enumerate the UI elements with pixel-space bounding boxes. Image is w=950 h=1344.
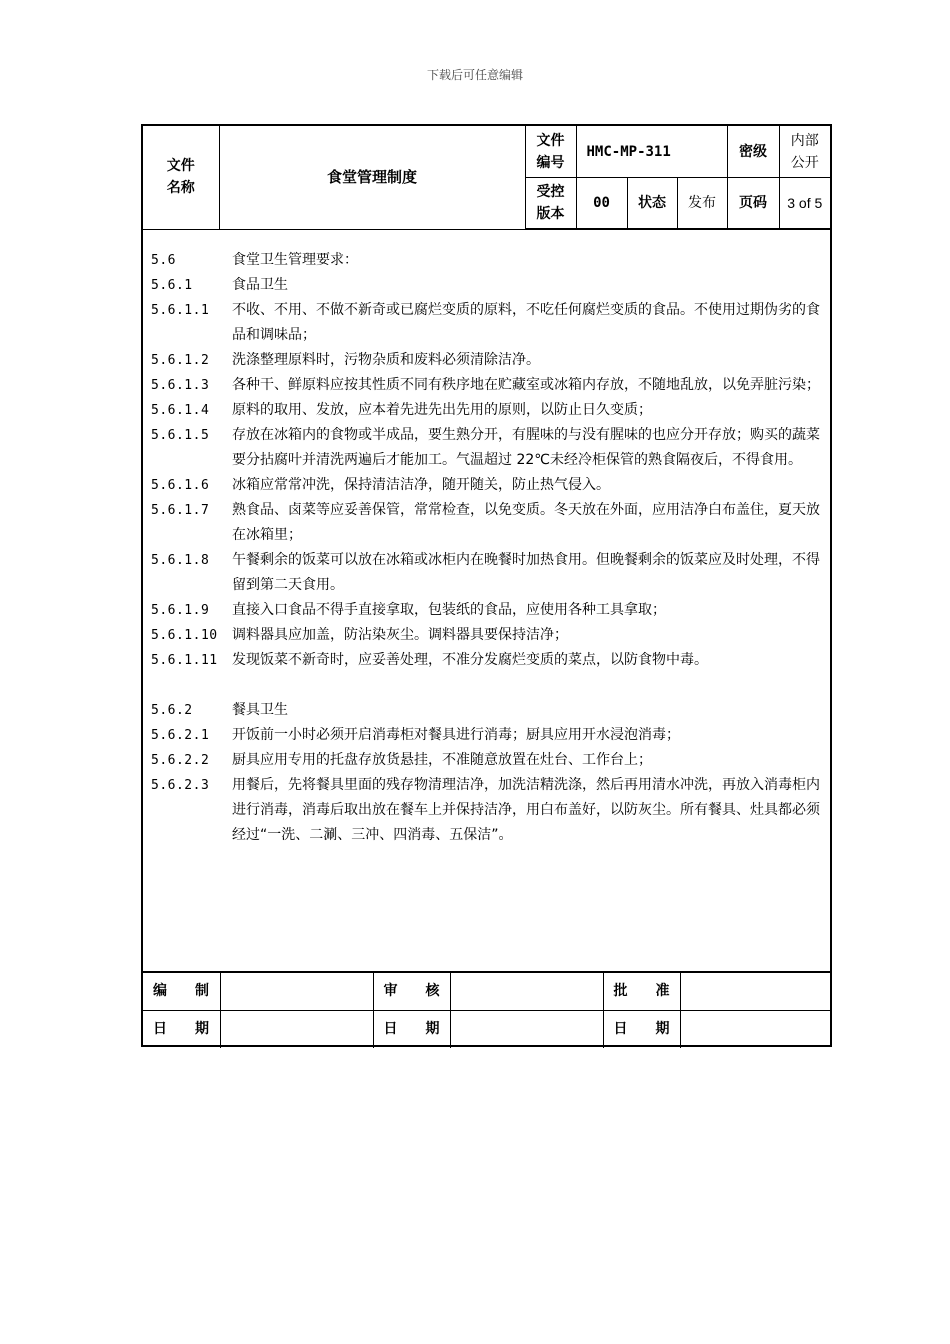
clause-number: 5.6.1.10 [151,628,218,643]
clause-row [143,348,830,373]
signature-table [143,971,830,1048]
clause-text: 直接入口食品不得手直接拿取，包装纸的食品，应使用各种工具拿取； [232,602,666,618]
clause-text: 食品卫生 [232,277,288,293]
clause-number: 5.6.2.3 [151,778,210,793]
reviewed-date-field[interactable] [450,1010,603,1048]
clause-row [143,698,830,723]
clause-row [143,748,830,773]
clause-number: 5.6.2.2 [151,753,210,768]
reviewed-date-label: 日 期 [373,1010,450,1048]
clause-row [143,773,830,848]
clause-text: 洗涤整理原料时，污物杂质和废料必须清除洁净。 [232,352,540,368]
file-number-label: 文件 编号 [525,126,576,178]
clause-row [143,398,830,423]
clause-number: 5.6.1.2 [151,353,210,368]
reviewed-by-label: 审 核 [373,972,450,1010]
clause-text: 存放在冰箱内的食物或半成品，要生熟分开，有腥味的与没有腥味的也应分开存放；购买的蔬菜要分拈腐叶并清洗两遍后才能加工。气温超过 22℃未经冷柜保管的熟食隔夜后，不得食用。 [232,427,820,468]
clause-row [143,423,830,473]
file-name-label: 文件 名称 [143,126,219,229]
clause-text: 餐具卫生 [232,702,288,718]
clause-text: 各种干、鲜原料应按其性质不同有秩序地在贮藏室或冰箱内存放，不随地乱放，以免弄脏污染； [232,377,820,393]
clause-row [143,298,830,348]
status-label: 状态 [627,178,677,230]
clause-number: 5.6.2.1 [151,728,210,743]
clause-number: 5.6.1.8 [151,553,210,568]
clause-number: 5.6 [151,253,176,268]
clause-text: 厨具应用专用的托盘存放货悬挂，不准随意放置在灶台、工作台上； [232,752,652,768]
clause-number: 5.6.1.9 [151,603,210,618]
page-number: 3 of 5 [779,178,830,230]
prepared-by-field[interactable] [220,972,373,1010]
clause-number: 5.6.1.3 [151,378,210,393]
clause-number: 5.6.1.5 [151,428,210,443]
document-title: 食堂管理制度 [219,126,525,229]
approved-by-label: 批 准 [603,972,680,1010]
clause-row [143,273,830,298]
clause-text: 用餐后，先将餐具里面的残存物清理洁净，加洗洁精洗涤，然后再用清水冲洗，再放入消毒柜内进行消毒，消毒后取出放在餐车上并保持洁净，用白布盖好，以防灰尘。所有餐具、灶具都必须经过“一洗、二涮、三冲、四消毒、五保洁”。 [232,777,820,843]
clause-text: 调料器具应加盖，防沾染灰尘。调料器具要保持洁净； [232,627,568,643]
section-gap [143,673,830,698]
clause-number: 5.6.1.7 [151,503,210,518]
clause-number: 5.6.1.1 [151,303,210,318]
approved-date-field[interactable] [680,1010,830,1048]
clause-row [143,723,830,748]
clause-number: 5.6.1.4 [151,403,210,418]
clause-row [143,373,830,398]
clause-row [143,648,830,673]
reviewed-by-field[interactable] [450,972,603,1010]
clause-text: 发现饭菜不新奇时，应妥善处理，不准分发腐烂变质的菜点，以防食物中毒。 [232,652,708,668]
security-level-label: 密级 [727,126,779,178]
version-number: 00 [576,178,627,230]
approved-date-label: 日 期 [603,1010,680,1048]
header-note: 下载后可任意编辑 [426,68,523,82]
clause-text: 午餐剩余的饭菜可以放在冰箱或冰柜内在晚餐时加热食用。但晚餐剩余的饭菜应及时处理，不得留到第二天食用。 [232,552,820,593]
clause-row [143,498,830,548]
document-body [143,248,830,848]
document-header-table [143,126,830,230]
clause-text: 熟食品、卤菜等应妥善保管，常常检查，以免变质。冬天放在外面，应用洁净白布盖住，夏天放在冰箱里； [232,502,820,543]
clause-number: 5.6.1 [151,278,193,293]
security-level-value: 内部 公开 [779,126,830,178]
document-frame [141,124,832,1047]
clause-number: 5.6.2 [151,703,193,718]
clause-text: 冰箱应常常冲洗，保持清洁洁净，随开随关，防止热气侵入。 [232,477,610,493]
prepared-date-label: 日 期 [143,1010,220,1048]
clause-row [143,598,830,623]
approved-by-field[interactable] [680,972,830,1010]
clause-number: 5.6.1.11 [151,653,218,668]
clause-row [143,248,830,273]
controlled-version-label: 受控 版本 [525,178,576,230]
page-number-label: 页码 [727,178,779,230]
clause-row [143,548,830,598]
clause-row [143,473,830,498]
clause-text: 食堂卫生管理要求： [232,252,358,268]
clause-text: 不收、不用、不做不新奇或已腐烂变质的原料，不吃任何腐烂变质的食品。不使用过期伪劣的食品和调味品； [232,302,820,343]
clause-text: 原料的取用、发放，应本着先进先出先用的原则，以防止日久变质； [232,402,652,418]
clause-number: 5.6.1.6 [151,478,210,493]
prepared-by-label: 编 制 [143,972,220,1010]
status-value: 发布 [677,178,727,230]
file-number: HMC-MP-311 [576,126,727,178]
clause-text: 开饭前一小时必须开启消毒柜对餐具进行消毒；厨具应用开水浸泡消毒； [232,727,680,743]
prepared-date-field[interactable] [220,1010,373,1048]
clause-row [143,623,830,648]
